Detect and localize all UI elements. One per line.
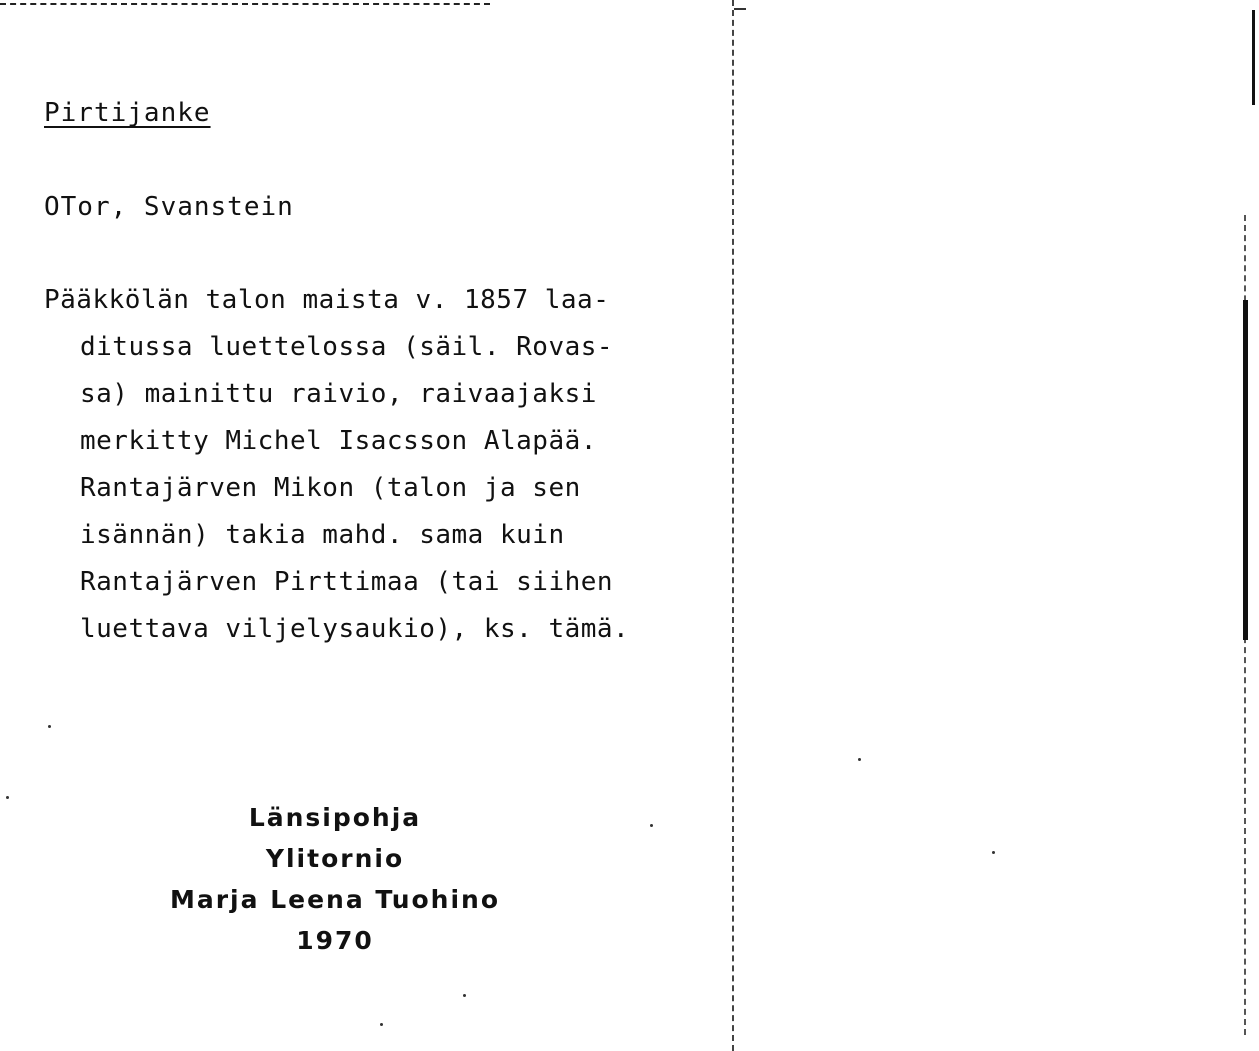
description-line: merkitty Michel Isacsson Alapää. bbox=[80, 426, 597, 456]
scan-speck bbox=[650, 824, 653, 827]
scan-speck bbox=[463, 994, 466, 997]
card-right-edge-dark bbox=[1243, 300, 1248, 640]
description-line: ditussa luettelossa (säil. Rovas- bbox=[80, 332, 614, 362]
card-fold-tick bbox=[734, 8, 746, 10]
scan-speck bbox=[6, 796, 9, 799]
place-name-title: Pirtijanke bbox=[44, 98, 211, 128]
description-line: sa) mainittu raivio, raivaajaksi bbox=[80, 379, 597, 409]
scan-speck bbox=[992, 851, 995, 854]
stamp-year: 1970 bbox=[296, 926, 374, 955]
scan-speck bbox=[858, 758, 861, 761]
stamp-collector: Marja Leena Tuohino bbox=[169, 885, 501, 914]
description-line: luettava viljelysaukio), ks. tämä. bbox=[80, 614, 630, 644]
scan-speck bbox=[48, 725, 51, 728]
card-right-edge bbox=[1252, 10, 1255, 105]
card-top-edge bbox=[0, 3, 490, 5]
source-reference: OTor, Svanstein bbox=[44, 192, 294, 222]
collection-stamp bbox=[150, 800, 520, 964]
description-line: Rantajärven Mikon (talon ja sen bbox=[80, 473, 581, 503]
stamp-parish: Ylitornio bbox=[265, 844, 405, 873]
description-line: Pääkkölän talon maista v. 1857 laa- bbox=[44, 285, 610, 315]
stamp-region: Länsipohja bbox=[248, 803, 422, 832]
description-line: Rantajärven Pirttimaa (tai siihen bbox=[80, 567, 614, 597]
scan-speck bbox=[380, 1023, 383, 1026]
description-text bbox=[44, 283, 724, 659]
card-fold-line bbox=[732, 0, 734, 1051]
description-line: isännän) takia mahd. sama kuin bbox=[80, 520, 565, 550]
